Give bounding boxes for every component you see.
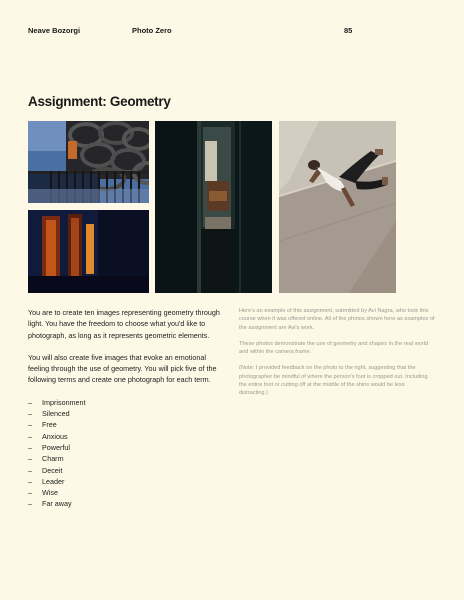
assignment-instructions — [28, 307, 228, 510]
list-item: – Imprisonment — [28, 397, 86, 407]
photo-doorway — [155, 121, 272, 293]
list-item: – Deceit — [28, 465, 63, 475]
photo-tires — [28, 121, 149, 203]
running-header-book-title: Photo Zero — [132, 26, 172, 35]
example-notes — [239, 307, 435, 406]
notes-paragraph-1: Here's an example of this assignment, submitted by Avi Nagra, who took this course when it was offered online. All of the photos shown here as examples of the assignment are Avi's work. — [239, 308, 435, 331]
list-item: – Silenced — [28, 409, 70, 419]
list-item: – Far away — [28, 499, 72, 509]
list-item: – Powerful — [28, 442, 70, 452]
running-header-author: Neave Bozorgi — [28, 26, 81, 35]
photo-dark-interior — [28, 210, 149, 293]
notes-paragraph-2: These photos demonstrate the use of geometry and shapes in the real world and within the camera frame. — [239, 340, 429, 356]
instructions-paragraph-2: You will also create five images that evoke an emotional feeling through the use of geometry. You will pick five of the following terms and create one photograph for each term. — [28, 352, 217, 385]
list-item: – Anxious — [28, 431, 68, 441]
list-item: – Charm — [28, 454, 64, 464]
list-item: – Leader — [28, 476, 65, 486]
photo-person-on-pavement — [279, 121, 396, 293]
emotion-terms-list — [28, 397, 228, 510]
notes-paragraph-3: (Note: I provided feedback on the photo to the right, suggesting that the photographer be mindful of where the person's foot is cropped out. Including the entire foot or cutting off at the middle of the shins would be less distracting.) — [239, 365, 428, 397]
page-number: 85 — [344, 26, 353, 35]
instructions-paragraph-1: You are to create ten images representing geometry through light. You have the freedom to choose what you'd like to photograph, as long as it represents geometric elements. — [28, 308, 220, 340]
assignment-title: Assignment: Geometry — [28, 94, 171, 109]
list-item: – Wise — [28, 488, 58, 498]
list-item: – Free — [28, 420, 57, 430]
